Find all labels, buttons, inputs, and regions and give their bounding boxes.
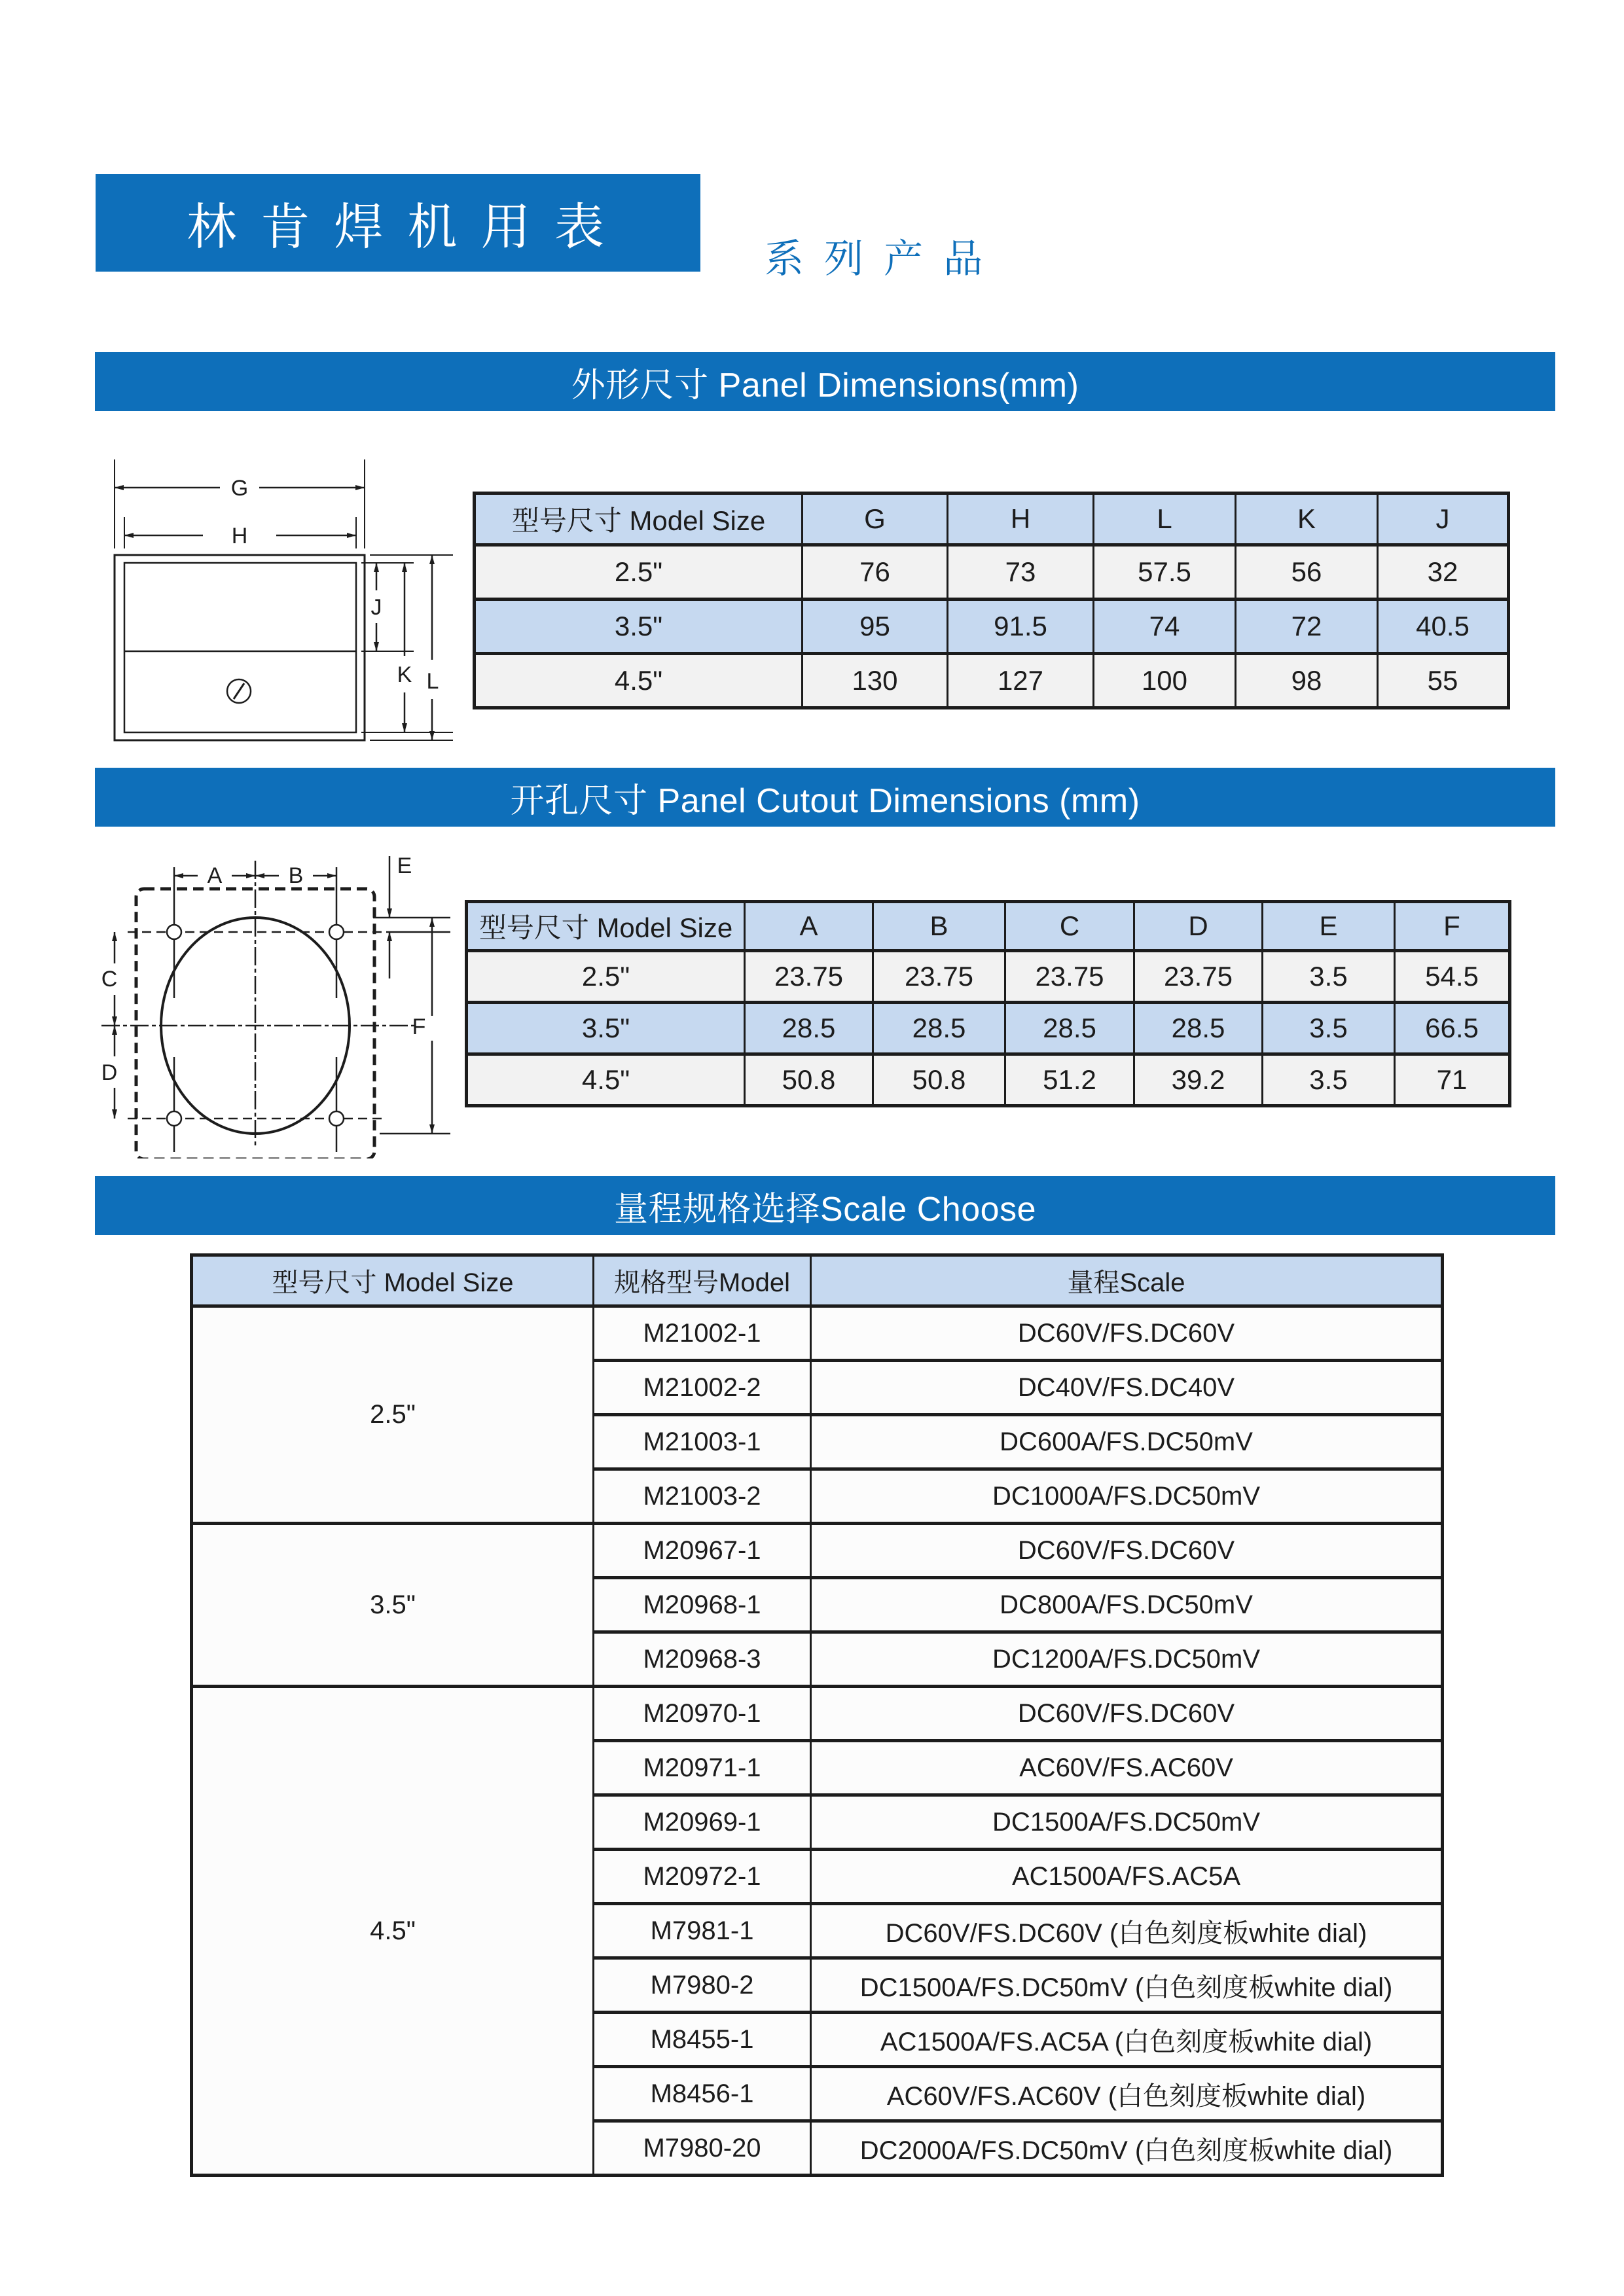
value-cell: 3.5: [1263, 1003, 1395, 1054]
dim-label-b: B: [288, 863, 304, 888]
scale-cell: AC60V/FS.AC60V: [811, 1741, 1443, 1795]
mounting-hole-icon: [329, 925, 344, 939]
column-header: J: [1378, 493, 1509, 545]
model-size-cell: 3.5": [192, 1524, 594, 1687]
scale-cell: AC60V/FS.AC60V (白色刻度板white dial): [811, 2067, 1443, 2121]
model-size-cell: 3.5": [475, 600, 803, 654]
model-cell: M21002-1: [594, 1306, 811, 1361]
dim-label-c: C: [101, 967, 118, 992]
value-cell: 28.5: [1134, 1003, 1263, 1054]
model-size-cell: 3.5": [467, 1003, 745, 1054]
scale-cell: DC600A/FS.DC50mV: [811, 1415, 1443, 1469]
table-row: [192, 1306, 1443, 1361]
value-cell: 76: [803, 545, 948, 600]
column-header: K: [1236, 493, 1378, 545]
value-cell: 74: [1094, 600, 1236, 654]
column-header: E: [1263, 902, 1395, 951]
model-size-cell: 4.5": [475, 654, 803, 708]
value-cell: 40.5: [1378, 600, 1509, 654]
panel-outline: [115, 555, 365, 740]
scale-cell: DC1200A/FS.DC50mV: [811, 1632, 1443, 1687]
scale-cell: AC1500A/FS.AC5A (白色刻度板white dial): [811, 2013, 1443, 2067]
column-header: L: [1094, 493, 1236, 545]
model-cell: M21003-2: [594, 1469, 811, 1524]
table-row: [475, 600, 1509, 654]
section-header-label: 开孔尺寸 Panel Cutout Dimensions (mm): [510, 781, 1140, 820]
model-cell: M20970-1: [594, 1687, 811, 1741]
table-header-row: [192, 1255, 1443, 1306]
model-cell: M21002-2: [594, 1361, 811, 1415]
section-header-label: 量程规格选择Scale Choose: [613, 1190, 1037, 1229]
panel-dimensions-table: [473, 492, 1510, 709]
model-cell: M20971-1: [594, 1741, 811, 1795]
column-header: 型号尺寸 Model Size: [467, 902, 745, 951]
model-cell: M7981-1: [594, 1904, 811, 1958]
table-header-row: [475, 493, 1509, 545]
table-header-row: [475, 493, 1509, 545]
scale-cell: DC2000A/FS.DC50mV (白色刻度板white dial): [811, 2121, 1443, 2176]
value-cell: 51.2: [1005, 1054, 1134, 1106]
panel-cutout-diagram: [92, 844, 458, 1158]
value-cell: 55: [1378, 654, 1509, 708]
table-row: [467, 951, 1510, 1003]
model-cell: M20972-1: [594, 1850, 811, 1904]
scale-cell: DC1000A/FS.DC50mV: [811, 1469, 1443, 1524]
scale-cell: DC60V/FS.DC60V: [811, 1687, 1443, 1741]
value-cell: 32: [1378, 545, 1509, 600]
page-subtitle: 系 列 产 品: [765, 237, 988, 281]
table-header-row: [467, 902, 1510, 951]
column-header: B: [873, 902, 1005, 951]
scale-cell: DC60V/FS.DC60V (白色刻度板white dial): [811, 1904, 1443, 1958]
value-cell: 57.5: [1094, 545, 1236, 600]
mounting-hole-icon: [329, 1111, 344, 1126]
table-row: [192, 1524, 1443, 1578]
value-cell: 127: [948, 654, 1094, 708]
value-cell: 71: [1395, 1054, 1510, 1106]
value-cell: 28.5: [873, 1003, 1005, 1054]
mounting-hole-icon: [167, 1111, 181, 1126]
table-header-row: [192, 1255, 1443, 1306]
value-cell: 98: [1236, 654, 1378, 708]
value-cell: 54.5: [1395, 951, 1510, 1003]
dim-label-k: K: [397, 662, 412, 687]
value-cell: 56: [1236, 545, 1378, 600]
panel-cutout-table: [465, 900, 1511, 1107]
column-header: 型号尺寸 Model Size: [475, 493, 803, 545]
column-header: G: [803, 493, 948, 545]
screw-slot: [234, 683, 244, 699]
value-cell: 100: [1094, 654, 1236, 708]
column-header: 规格型号Model: [594, 1255, 811, 1306]
scale-cell: AC1500A/FS.AC5A: [811, 1850, 1443, 1904]
model-size-cell: 4.5": [467, 1054, 745, 1106]
model-cell: M20968-3: [594, 1632, 811, 1687]
model-cell: M20969-1: [594, 1795, 811, 1850]
table-row: [467, 1054, 1510, 1106]
model-cell: M21003-1: [594, 1415, 811, 1469]
scale-cell: DC800A/FS.DC50mV: [811, 1578, 1443, 1632]
scale-cell: DC40V/FS.DC40V: [811, 1361, 1443, 1415]
section-header-panel-dimensions: [95, 352, 1555, 411]
section-header-panel-cutout: [95, 768, 1555, 827]
mounting-hole-icon: [167, 925, 181, 939]
dim-label-a: A: [207, 863, 223, 888]
value-cell: 28.5: [745, 1003, 873, 1054]
model-cell: M7980-2: [594, 1958, 811, 2013]
value-cell: 95: [803, 600, 948, 654]
model-cell: M20967-1: [594, 1524, 811, 1578]
column-header: A: [745, 902, 873, 951]
value-cell: 50.8: [873, 1054, 1005, 1106]
column-header: F: [1395, 902, 1510, 951]
value-cell: 72: [1236, 600, 1378, 654]
scale-cell: DC1500A/FS.DC50mV (白色刻度板white dial): [811, 1958, 1443, 2013]
value-cell: 23.75: [1005, 951, 1134, 1003]
section-header-scale-choose: [95, 1176, 1555, 1235]
value-cell: 3.5: [1263, 951, 1395, 1003]
section-header-label: 外形尺寸 Panel Dimensions(mm): [571, 366, 1079, 404]
value-cell: 3.5: [1263, 1054, 1395, 1106]
model-size-cell: 2.5": [467, 951, 745, 1003]
table-row: [475, 654, 1509, 708]
value-cell: 23.75: [745, 951, 873, 1003]
table-row: [192, 1687, 1443, 1741]
model-cell: M7980-20: [594, 2121, 811, 2176]
model-size-cell: 2.5": [192, 1306, 594, 1524]
dim-label-g: G: [230, 476, 249, 501]
model-cell: M8455-1: [594, 2013, 811, 2067]
dim-label-h: H: [231, 524, 248, 548]
table-row: [475, 545, 1509, 600]
dim-label-d: D: [101, 1060, 118, 1085]
value-cell: 23.75: [1134, 951, 1263, 1003]
value-cell: 28.5: [1005, 1003, 1134, 1054]
column-header: 量程Scale: [811, 1255, 1443, 1306]
scale-choose-table: [190, 1253, 1444, 2177]
column-header: 型号尺寸 Model Size: [192, 1255, 594, 1306]
title-banner: [96, 174, 700, 272]
dim-label-e: E: [397, 853, 412, 878]
page-title: 林 肯 焊 机 用 表: [187, 200, 609, 255]
value-cell: 50.8: [745, 1054, 873, 1106]
table-header-row: [467, 902, 1510, 951]
model-size-cell: 4.5": [192, 1687, 594, 2176]
column-header: H: [948, 493, 1094, 545]
value-cell: 73: [948, 545, 1094, 600]
panel-cutout-drawing: [92, 844, 458, 1158]
value-cell: 66.5: [1395, 1003, 1510, 1054]
scale-cell: DC1500A/FS.DC50mV: [811, 1795, 1443, 1850]
panel-dimensions-diagram: [92, 452, 458, 753]
dim-label-f: F: [412, 1014, 426, 1039]
value-cell: 91.5: [948, 600, 1094, 654]
value-cell: 39.2: [1134, 1054, 1263, 1106]
column-header: C: [1005, 902, 1134, 951]
model-size-cell: 2.5": [475, 545, 803, 600]
scale-cell: DC60V/FS.DC60V: [811, 1524, 1443, 1578]
table-row: [467, 1003, 1510, 1054]
model-cell: M20968-1: [594, 1578, 811, 1632]
column-header: D: [1134, 902, 1263, 951]
panel-bezel: [124, 563, 356, 732]
dim-label-l: L: [426, 669, 439, 694]
panel-dimensions-drawing: [92, 452, 458, 753]
value-cell: 130: [803, 654, 948, 708]
model-cell: M8456-1: [594, 2067, 811, 2121]
scale-cell: DC60V/FS.DC60V: [811, 1306, 1443, 1361]
value-cell: 23.75: [873, 951, 1005, 1003]
dim-label-j: J: [370, 595, 382, 620]
